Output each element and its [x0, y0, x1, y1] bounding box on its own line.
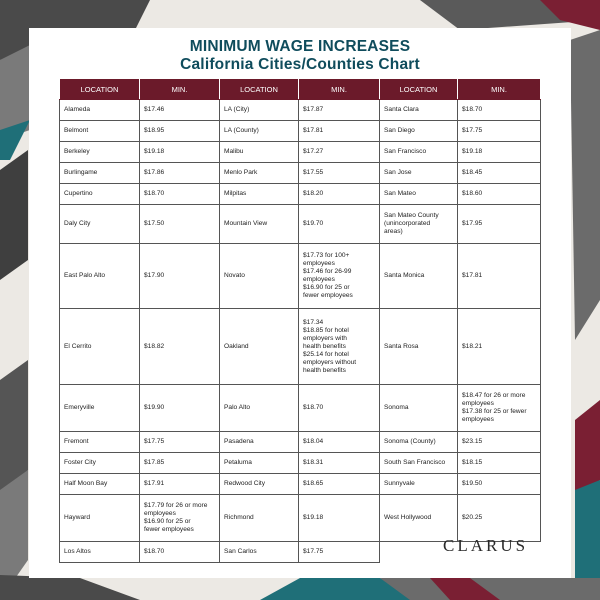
location-cell: Menlo Park [220, 163, 299, 184]
wage-cell: $17.91 [140, 474, 220, 495]
wage-cell: $17.75 [140, 432, 220, 453]
wage-cell: $17.81 [299, 121, 380, 142]
location-cell: Daly City [60, 205, 140, 244]
location-cell: San Mateo [380, 184, 458, 205]
wage-cell: $17.46 [140, 100, 220, 121]
column-header-min: MIN. [140, 79, 220, 100]
wage-cell: $17.27 [299, 142, 380, 163]
column-header-location: LOCATION [220, 79, 299, 100]
wage-cell: $18.47 for 26 or more employees $17.38 for 25 or fewer employees [458, 385, 541, 432]
wage-cell: $17.90 [140, 244, 220, 309]
location-cell: San Jose [380, 163, 458, 184]
wage-cell: $18.65 [299, 474, 380, 495]
column-header-min: MIN. [458, 79, 541, 100]
location-cell: West Hollywood [380, 495, 458, 542]
table-row [60, 309, 541, 385]
wage-cell: $18.04 [299, 432, 380, 453]
wage-cell: $18.45 [458, 163, 541, 184]
location-cell: Belmont [60, 121, 140, 142]
location-cell: San Carlos [220, 542, 299, 563]
wage-cell: $17.87 [299, 100, 380, 121]
column-header-location: LOCATION [380, 79, 458, 100]
location-cell: Redwood City [220, 474, 299, 495]
table-row [60, 163, 541, 184]
wage-cell: $18.15 [458, 453, 541, 474]
location-cell: Los Altos [60, 542, 140, 563]
location-cell: Richmond [220, 495, 299, 542]
location-cell: Sunnyvale [380, 474, 458, 495]
location-cell: Sonoma (County) [380, 432, 458, 453]
column-header-location: LOCATION [60, 79, 140, 100]
wage-cell: $17.81 [458, 244, 541, 309]
wage-cell: $18.31 [299, 453, 380, 474]
location-cell: Pasadena [220, 432, 299, 453]
clarus-logo: CLARUS [443, 536, 529, 555]
wage-cell: $18.70 [458, 100, 541, 121]
wage-cell: $18.21 [458, 309, 541, 385]
location-cell: Novato [220, 244, 299, 309]
wage-cell: $17.95 [458, 205, 541, 244]
chart-card [29, 28, 571, 578]
location-cell: Santa Rosa [380, 309, 458, 385]
wage-cell: $20.25 [458, 495, 541, 542]
location-cell: East Palo Alto [60, 244, 140, 309]
wage-cell: $19.70 [299, 205, 380, 244]
wage-cell: $18.70 [299, 385, 380, 432]
location-cell: Fremont [60, 432, 140, 453]
wage-cell: $19.90 [140, 385, 220, 432]
location-cell: Milpitas [220, 184, 299, 205]
table-row [60, 121, 541, 142]
wage-table [59, 78, 541, 563]
wage-cell: $18.95 [140, 121, 220, 142]
wage-cell: $17.86 [140, 163, 220, 184]
table-row [60, 184, 541, 205]
location-cell: Emeryville [60, 385, 140, 432]
wage-cell: $18.60 [458, 184, 541, 205]
location-cell: Santa Monica [380, 244, 458, 309]
table-row [60, 205, 541, 244]
location-cell: San Francisco [380, 142, 458, 163]
wage-cell: $23.15 [458, 432, 541, 453]
location-cell: Foster City [60, 453, 140, 474]
location-cell: Santa Clara [380, 100, 458, 121]
location-cell: San Diego [380, 121, 458, 142]
table-row [60, 495, 541, 542]
wage-cell: $17.73 for 100+ employees $17.46 for 26-99 employees $16.90 for 25 or fewer employees [299, 244, 380, 309]
location-cell: Sonoma [380, 385, 458, 432]
wage-cell: $19.18 [299, 495, 380, 542]
wage-cell: $18.20 [299, 184, 380, 205]
location-cell: Palo Alto [220, 385, 299, 432]
wage-cell: $17.75 [458, 121, 541, 142]
table-row [60, 244, 541, 309]
wage-cell: $18.82 [140, 309, 220, 385]
location-cell: South San Francisco [380, 453, 458, 474]
page-title: MINIMUM WAGE INCREASES [189, 38, 411, 55]
wage-cell: $17.79 for 26 or more employees $16.90 for 25 or fewer employees [140, 495, 220, 542]
column-header-min: MIN. [299, 79, 380, 100]
wage-cell: $17.85 [140, 453, 220, 474]
wage-cell: $18.70 [140, 542, 220, 563]
table-row [60, 142, 541, 163]
wage-cell: $18.70 [140, 184, 220, 205]
location-cell: Alameda [60, 100, 140, 121]
location-cell: Malibu [220, 142, 299, 163]
location-cell: El Cerrito [60, 309, 140, 385]
wage-cell: $19.18 [458, 142, 541, 163]
location-cell: Petaluma [220, 453, 299, 474]
wage-cell: $19.50 [458, 474, 541, 495]
wage-cell: $19.18 [140, 142, 220, 163]
location-cell: Oakland [220, 309, 299, 385]
location-cell: Cupertino [60, 184, 140, 205]
location-cell: Half Moon Bay [60, 474, 140, 495]
location-cell: San Mateo County (unincorporated areas) [380, 205, 458, 244]
wage-cell: $17.55 [299, 163, 380, 184]
location-cell: Burlingame [60, 163, 140, 184]
wage-cell: $17.34 $18.85 for hotel employers with health benefits $25.14 for hotel employers without health benefits [299, 309, 380, 385]
table-row [60, 432, 541, 453]
location-cell: LA (County) [220, 121, 299, 142]
wage-cell: $17.50 [140, 205, 220, 244]
location-cell: LA (City) [220, 100, 299, 121]
location-cell: Mountain View [220, 205, 299, 244]
wage-cell: $17.75 [299, 542, 380, 563]
table-row [60, 453, 541, 474]
location-cell: Berkeley [60, 142, 140, 163]
table-row [60, 385, 541, 432]
table-row [60, 100, 541, 121]
table-row [60, 474, 541, 495]
table-header-row [60, 79, 541, 100]
location-cell: Hayward [60, 495, 140, 542]
page-subtitle: California Cities/Counties Chart [180, 56, 420, 73]
